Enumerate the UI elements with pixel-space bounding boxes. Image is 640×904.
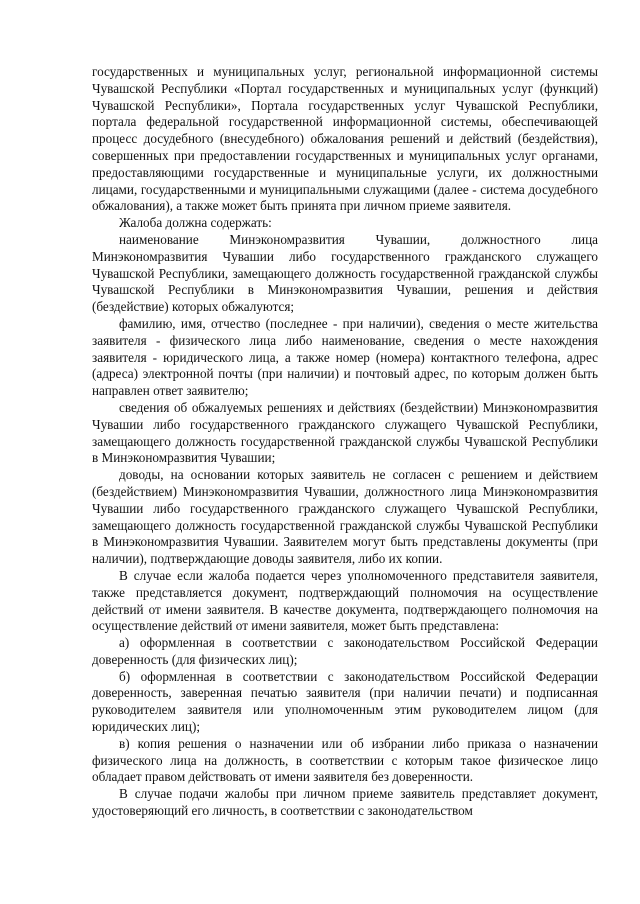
paragraph-8: а) оформленная в соответствии с законодательством Российской Федерации доверенность (для физических лиц); [92,635,598,667]
paragraph-5: сведения об обжалуемых решениях и действиях (бездействии) Минэкономразвития Чувашии либо государственного гражданского служащего Чувашской Республики, замещающего должность государственной гражданской службы Чувашской Республики в Минэкономразвития Чувашии; [92,399,598,466]
paragraph-9: б) оформленная в соответствии с законодательством Российской Федерации доверенность, заверенная печатью заявителя (при наличии печати) и подписанная руководителем заявителя или уполномоченным этим руководителем лицом (для юридических лиц); [92,668,598,735]
paragraph-3: наименование Минэкономразвития Чувашии, должностного лица Минэкономразвития Чувашии либо государственного гражданского служащего Чувашской Республики, замещающего должность государственной гражданской службы Чувашской Республики в Минэкономразвития Чувашии, решения и действия (бездействие) которых обжалуются; [92,231,598,315]
paragraph-6: доводы, на основании которых заявитель не согласен с решением и действием (бездействием) Минэкономразвития Чувашии, должностного лица Минэкономразвития Чувашии либо государственного гражданского служащего Чувашской Республики, замещающего должность государственной гражданской службы Чувашской Республики в Минэкономразвития Чувашии. Заявителем могут быть представлены документы (при наличии), подтверждающие доводы заявителя, либо их копии. [92,467,598,567]
paragraph-11: В случае подачи жалобы при личном приеме заявитель представляет документ, удостоверяющий его личность, в соответствии с законодательством [92,786,598,819]
paragraph-10: в) копия решения о назначении или об избрании либо приказа о назначении физического лица на должность, в соответствии с которым такое физическое лицо обладает правом действовать от имени заявителя без доверенности. [92,735,598,785]
paragraph-1: государственных и муниципальных услуг, региональной информационной системы Чувашской Республики «Портал государственных и муниципальных услуг (функций) Чувашской Республики», Портала государственных услуг Чувашской Республики, портала федеральной государственной информационной системы, обеспечивающей процесс досудебного (внесудебного) обжалования решений и действий (бездействия), совершенных при предоставлении государственных и муниципальных услуг органами, предоставляющими государственные и муниципальные услуги, их должностными лицами, государственными и муниципальными служащими (далее - система досудебного обжалования), а также может быть принята при личном приеме заявителя. [92,64,598,214]
paragraph-7: В случае если жалоба подается через уполномоченного представителя заявителя, также представляется документ, подтверждающий полномочия на осуществление действий от имени заявителя. В качестве документа, подтверждающего полномочия на осуществление действий от имени заявителя, может быть представлена: [92,567,598,634]
paragraph-4: фамилию, имя, отчество (последнее - при наличии), сведения о месте жительства заявителя - физического лица либо наименование, сведения о месте нахождения заявителя - юридического лица, а также номер (номера) контактного телефона, адрес (адреса) электронной почты (при наличии) и почтовый адрес, по которым должен быть направлен ответ заявителю; [92,315,598,399]
paragraph-2: Жалоба должна содержать: [119,215,272,231]
